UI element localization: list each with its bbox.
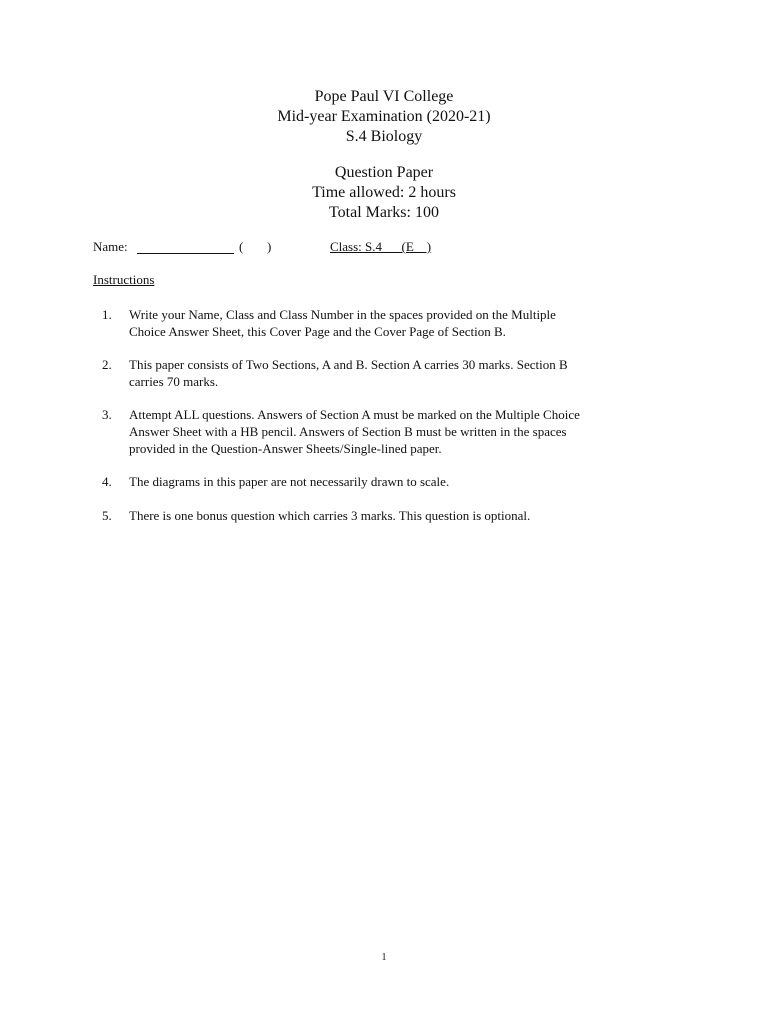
- instruction-line: Choice Answer Sheet, this Cover Page and the Cover Page of Section B.: [129, 324, 506, 339]
- instruction-line: Attempt ALL questions. Answers of Section A must be marked on the Multiple Choice: [129, 407, 580, 422]
- instruction-number: 3.: [102, 407, 112, 422]
- exam-title-block: [0, 87, 768, 147]
- exam-name: Mid-year Examination (2020-21): [277, 108, 491, 125]
- instruction-line: The diagrams in this paper are not necessarily drawn to scale.: [129, 474, 450, 489]
- class-number-paren-close: ): [267, 239, 272, 254]
- name-blank-line[interactable]: [137, 253, 234, 254]
- name-label: Name:: [93, 239, 128, 254]
- paper-details-block: [0, 163, 768, 223]
- instructions-heading: Instructions: [93, 272, 155, 287]
- instruction-text: [129, 356, 689, 390]
- subject-name: S.4 Biology: [345, 128, 423, 145]
- total-marks: Total Marks: 100: [329, 204, 439, 221]
- instruction-number: 2.: [102, 357, 112, 372]
- time-allowed: Time allowed: 2 hours: [312, 184, 456, 201]
- instruction-line: provided in the Question-Answer Sheets/Single-lined paper.: [129, 441, 442, 456]
- paper-type: Question Paper: [334, 164, 434, 181]
- instruction-text: [129, 406, 689, 457]
- instruction-number: 4.: [102, 474, 112, 489]
- instruction-line: There is one bonus question which carries 3 marks. This question is optional.: [129, 508, 531, 523]
- instruction-line: Answer Sheet with a HB pencil. Answers of Section B must be written in the spaces: [129, 424, 567, 439]
- instruction-text: [129, 473, 689, 490]
- instruction-text: [129, 306, 689, 340]
- instruction-number: 1.: [102, 307, 112, 322]
- instruction-line: This paper consists of Two Sections, A and B. Section A carries 30 marks. Section B: [129, 357, 568, 372]
- school-name: Pope Paul VI College: [314, 88, 454, 105]
- instruction-line: Write your Name, Class and Class Number in the spaces provided on the Multiple: [129, 307, 556, 322]
- instruction-number: 5.: [102, 508, 112, 523]
- instruction-text: [129, 507, 689, 524]
- class-field: Class: S.4 (E ): [330, 239, 432, 254]
- page-number: 1: [381, 952, 387, 963]
- class-number-paren-open: (: [239, 239, 244, 254]
- instruction-line: carries 70 marks.: [129, 374, 219, 389]
